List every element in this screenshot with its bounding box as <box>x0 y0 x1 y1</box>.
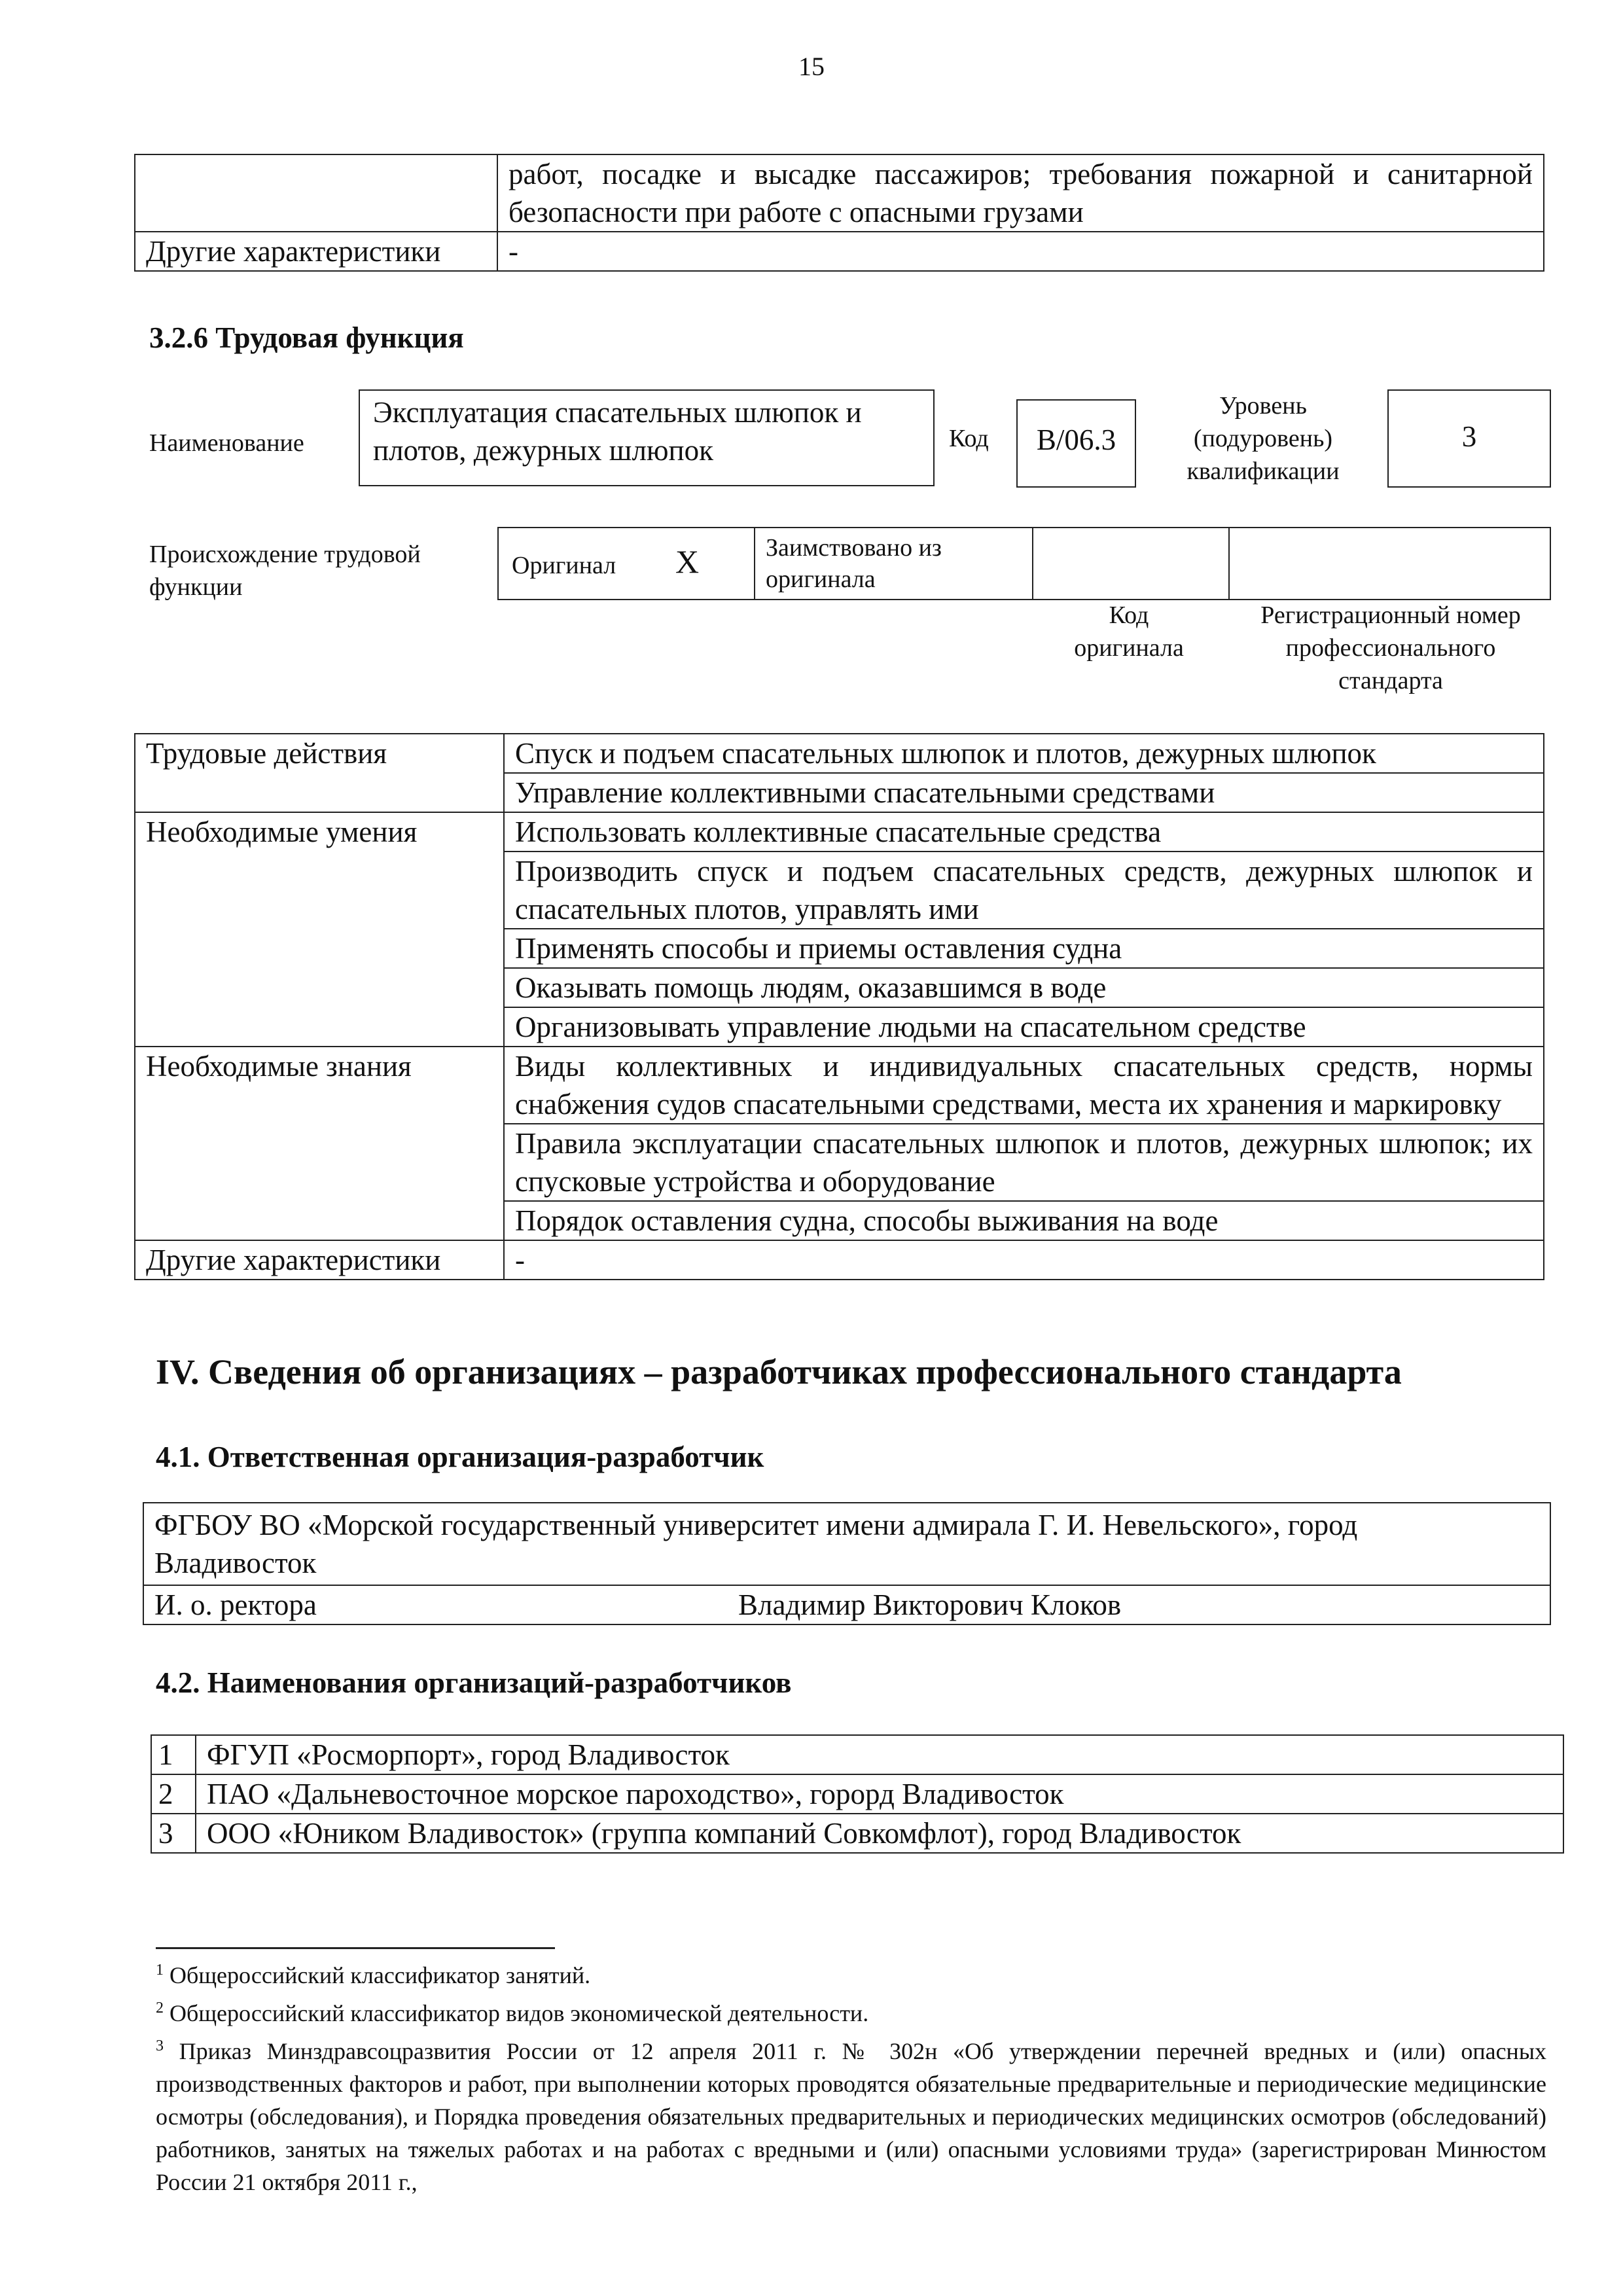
table-row <box>151 1774 1563 1814</box>
knowledge-item: Виды коллективных и индивидуальных спасательных средств, нормы снабжения судов спасательными средствами, места их хранения и маркировку <box>504 1047 1544 1124</box>
orig-code-caption-line2: оригинала <box>1074 634 1184 662</box>
origin-label <box>149 538 421 603</box>
level-label-line3: квалификации <box>1186 457 1340 485</box>
table-row <box>151 1735 1563 1774</box>
rector-title: И. о. ректора <box>143 1585 728 1624</box>
reg-caption-line3: стандарта <box>1338 667 1443 694</box>
code-label: Код <box>949 425 989 452</box>
level-label-line1: Уровень <box>1219 392 1307 420</box>
code-box <box>1016 399 1136 488</box>
origin-table <box>497 527 1551 600</box>
footnote-separator <box>156 1947 555 1949</box>
knowledge-item: Порядок оставления судна, способы выживания на воде <box>504 1201 1544 1240</box>
org-name: ФГУП «Росморпорт», город Владивосток <box>196 1735 1563 1774</box>
skill-item: Оказывать помощь людям, оказавшимся в воде <box>504 968 1544 1007</box>
footnote-3-mark: 3 <box>156 2037 164 2054</box>
orig-code-caption-line1: Код <box>1109 601 1149 629</box>
skills-label: Необходимые умения <box>135 812 504 1047</box>
footnote-3-text: Приказ Минздравсоцразвития России от 12 апреля 2011 г. № 302н «Об утверждении перечней вредных и (или) опасных производственных факторов и работ, при выполнении которых проводятся обязательные предварительные и периодические медицинские осмотры (обследования), и Порядка проведения обязательных предварительных и периодических медицинских осмотров (обследований) работников, занятых на тяжелых работах и на работах с вредными и (или) опасными условиями труда» (зарегистрирован Минюстом России 21 октября 2011 г., <box>156 2038 1547 2195</box>
reg-caption-line1: Регистрационный номер <box>1260 601 1521 629</box>
borrowed-label-line2: оригинала <box>766 565 876 593</box>
footnote-1-mark: 1 <box>156 1962 164 1979</box>
empty-cell <box>135 154 497 232</box>
footnote-2 <box>156 1992 1546 2030</box>
org-name: ООО «Юником Владивосток» (группа компаний Совкомфлот), город Владивосток <box>196 1814 1563 1853</box>
footnote-3 <box>156 2030 1546 2198</box>
level-value: 3 <box>1461 420 1477 453</box>
skill-item: Использовать коллективные спасательные средства <box>504 812 1544 852</box>
function-name: Эксплуатация спасательных шлюпок и плотов, дежурных шлюпок <box>373 396 862 467</box>
knowledge-item: Правила эксплуатации спасательных шлюпок и плотов, дежурных шлюпок; их спусковые устройства и оборудование <box>504 1124 1544 1201</box>
footnote-2-text: Общероссийский классификатор видов экономической деятельности. <box>169 2000 869 2026</box>
origin-label-line1: Происхождение трудовой <box>149 541 421 568</box>
developer-orgs-table <box>151 1734 1564 1854</box>
table-row <box>151 1814 1563 1853</box>
continuation-text: работ, посадке и высадке пассажиров; требования пожарной и санитарной безопасности при работе с опасными грузами <box>497 154 1544 232</box>
footnotes <box>156 1954 1546 2198</box>
level-label-line2: (подуровень) <box>1193 425 1333 452</box>
name-label: Наименование <box>149 429 304 457</box>
skill-item: Применять способы и приемы оставления судна <box>504 929 1544 968</box>
org-number: 2 <box>151 1774 196 1814</box>
borrowed-label <box>766 532 942 595</box>
code-value: B/06.3 <box>1036 423 1116 456</box>
original-label: Оригинал <box>512 552 616 579</box>
original-mark: X <box>675 543 700 580</box>
org-number: 3 <box>151 1814 196 1853</box>
divider <box>1032 528 1033 599</box>
footnote-1 <box>156 1954 1546 1992</box>
other-characteristics-label: Другие характеристики <box>135 1240 504 1280</box>
action-item: Управление коллективными спасательными средствами <box>504 773 1544 812</box>
divider <box>1228 528 1230 599</box>
origin-label-line2: функции <box>149 573 243 601</box>
other-characteristics-value: - <box>504 1240 1544 1280</box>
subsection-42-heading: 4.2. Наименования организаций-разработчиков <box>156 1666 792 1699</box>
original-code-caption <box>1031 599 1227 664</box>
org-name: ПАО «Дальневосточное морское пароходство», горорд Владивосток <box>196 1774 1563 1814</box>
other-characteristics-label: Другие характеристики <box>135 232 497 271</box>
qualification-level-label <box>1158 389 1368 488</box>
other-characteristics-value: - <box>497 232 1544 271</box>
function-table <box>134 733 1544 1280</box>
section-heading-326: 3.2.6 Трудовая функция <box>149 321 464 354</box>
responsible-org-line1: ФГБОУ ВО «Морской государственный университет имени адмирала Г. И. Невельского», город <box>154 1509 1358 1541</box>
actions-label: Трудовые действия <box>135 734 504 812</box>
subsection-41-heading: 4.1. Ответственная организация-разработчик <box>156 1441 764 1473</box>
skill-item: Производить спуск и подъем спасательных средств, дежурных шлюпок и спасательных плотов, управлять ими <box>504 852 1544 929</box>
page-number: 15 <box>798 52 825 81</box>
section-iv-heading: IV. Сведения об организациях – разработчиках профессионального стандарта <box>156 1352 1402 1391</box>
reg-caption-line2: профессионального <box>1285 634 1496 662</box>
responsible-org-cell <box>143 1503 1550 1585</box>
responsible-org-line2: Владивосток <box>154 1547 317 1579</box>
borrowed-label-line1: Заимствовано из <box>766 534 942 562</box>
skill-item: Организовывать управление людьми на спасательном средстве <box>504 1007 1544 1047</box>
top-table <box>134 154 1544 272</box>
org-number: 1 <box>151 1735 196 1774</box>
knowledge-label: Необходимые знания <box>135 1047 504 1240</box>
responsible-org-table <box>143 1502 1551 1625</box>
function-name-box <box>359 389 935 486</box>
divider <box>754 528 755 599</box>
registration-number-caption <box>1230 599 1551 697</box>
action-item: Спуск и подъем спасательных шлюпок и плотов, дежурных шлюпок <box>504 734 1544 773</box>
footnote-1-text: Общероссийский классификатор занятий. <box>169 1962 591 1988</box>
footnote-2-mark: 2 <box>156 2000 164 2017</box>
rector-name: Владимир Викторович Клоков <box>728 1585 1550 1624</box>
level-box <box>1387 389 1551 488</box>
